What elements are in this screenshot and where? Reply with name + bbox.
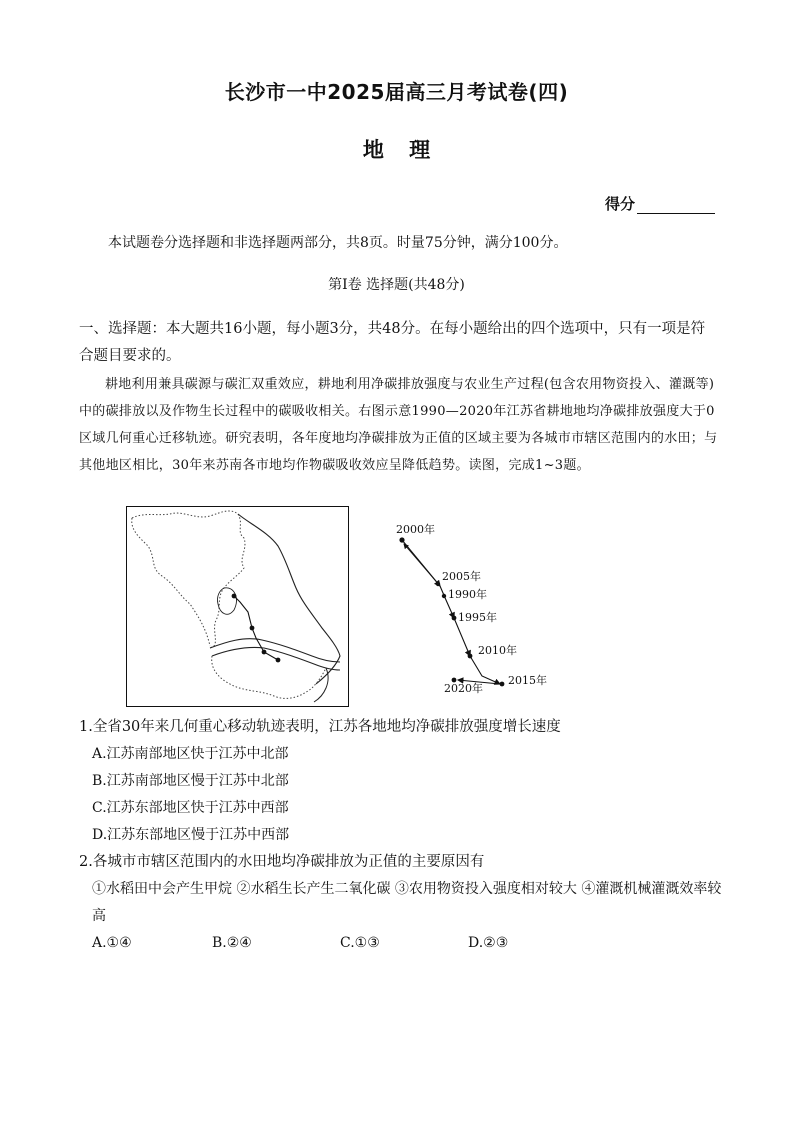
label-2020: 2020年: [444, 682, 483, 695]
label-1995: 1995年: [458, 611, 497, 624]
point-2015: [500, 682, 505, 687]
map-frame: [127, 507, 349, 707]
question-1-option-a[interactable]: A.江苏南部地区快于江苏中北部: [92, 746, 289, 762]
label-2015: 2015年: [508, 674, 547, 687]
boundary-northwest: [132, 511, 245, 648]
score-field[interactable]: [605, 193, 715, 214]
question-1-option-d[interactable]: D.江苏东部地区慢于江苏中西部: [92, 827, 290, 843]
label-2010: 2010年: [478, 644, 517, 657]
question-2-statements: ①水稻田中会产生甲烷 ②水稻生长产生二氧化碳 ③农用物资投入强度相对较大 ④灌溉机械灌溉效率较高: [92, 881, 722, 924]
coastline: [238, 514, 340, 684]
trajectory-figure: [390, 518, 560, 698]
label-2000: 2000年: [396, 523, 435, 536]
map-trajectory: [234, 596, 278, 660]
score-label: 得分: [605, 195, 636, 213]
segment-back: [404, 544, 440, 586]
question-2-option-c[interactable]: C.①③: [340, 935, 380, 951]
map-point-2020: [276, 658, 281, 663]
label-1990: 1990年: [448, 588, 487, 601]
point-1995: [452, 616, 457, 621]
map-point-2000: [232, 594, 237, 599]
boundary-west: [132, 518, 210, 646]
section-title: 第Ⅰ卷 选择题(共48分): [328, 277, 465, 293]
map-point-1995: [250, 626, 255, 631]
point-2010: [468, 654, 473, 659]
score-blank[interactable]: [637, 199, 715, 214]
question-1-stem: 1.全省30年来几何重心移动轨迹表明，江苏各地地均净碳排放强度增长速度: [79, 719, 561, 735]
coast-south: [314, 668, 328, 702]
lake: [217, 588, 236, 614]
jiangsu-map: [126, 506, 350, 708]
question-2-stem: 2.各城市市辖区范围内的水田地均净碳排放为正值的主要原因有: [79, 854, 485, 870]
point-1990: [442, 594, 446, 598]
exam-intro: 本试题卷分选择题和非选择题两部分，共8页。时量75分钟，满分100分。: [108, 235, 568, 251]
subject-title: 地 理: [362, 138, 431, 162]
question-1-option-c[interactable]: C.江苏东部地区快于江苏中西部: [92, 800, 289, 816]
question-1-option-b[interactable]: B.江苏南部地区慢于江苏中北部: [92, 773, 289, 789]
question-2-option-a[interactable]: A.①④: [92, 935, 132, 951]
question-2-option-b[interactable]: B.②④: [212, 935, 252, 951]
point-2000: [399, 537, 404, 542]
label-2005: 2005年: [442, 570, 481, 583]
material-text: 耕地利用兼具碳源与碳汇双重效应，耕地利用净碳排放强度与农业生产过程(包含农用物资投入、灌溉等)中的碳排放以及作物生长过程中的碳吸收相关。右图示意1990—2020年江苏省耕地地均净碳排放强度大于0区域几何重心迁移轨迹。研究表明，各年度地均净碳排放为正值的区域主要为各城市市辖区范围内的水田；与其他地区相比，30年来苏南各市地均作物碳吸收效应呈降低趋势。读图，完成1~3题。: [79, 377, 718, 473]
map-point-2010: [262, 650, 267, 655]
segment-2010-2015: [470, 656, 500, 684]
instructions: 一、选择题：本大题共16小题，每小题3分，共48分。在每小题给出的四个选项中，只有一项是符合题目要求的。: [79, 321, 706, 364]
question-2-option-d[interactable]: D.②③: [468, 935, 509, 951]
exam-title: 长沙市一中2025届高三月考试卷(四): [224, 80, 569, 104]
point-2005: [436, 582, 440, 586]
